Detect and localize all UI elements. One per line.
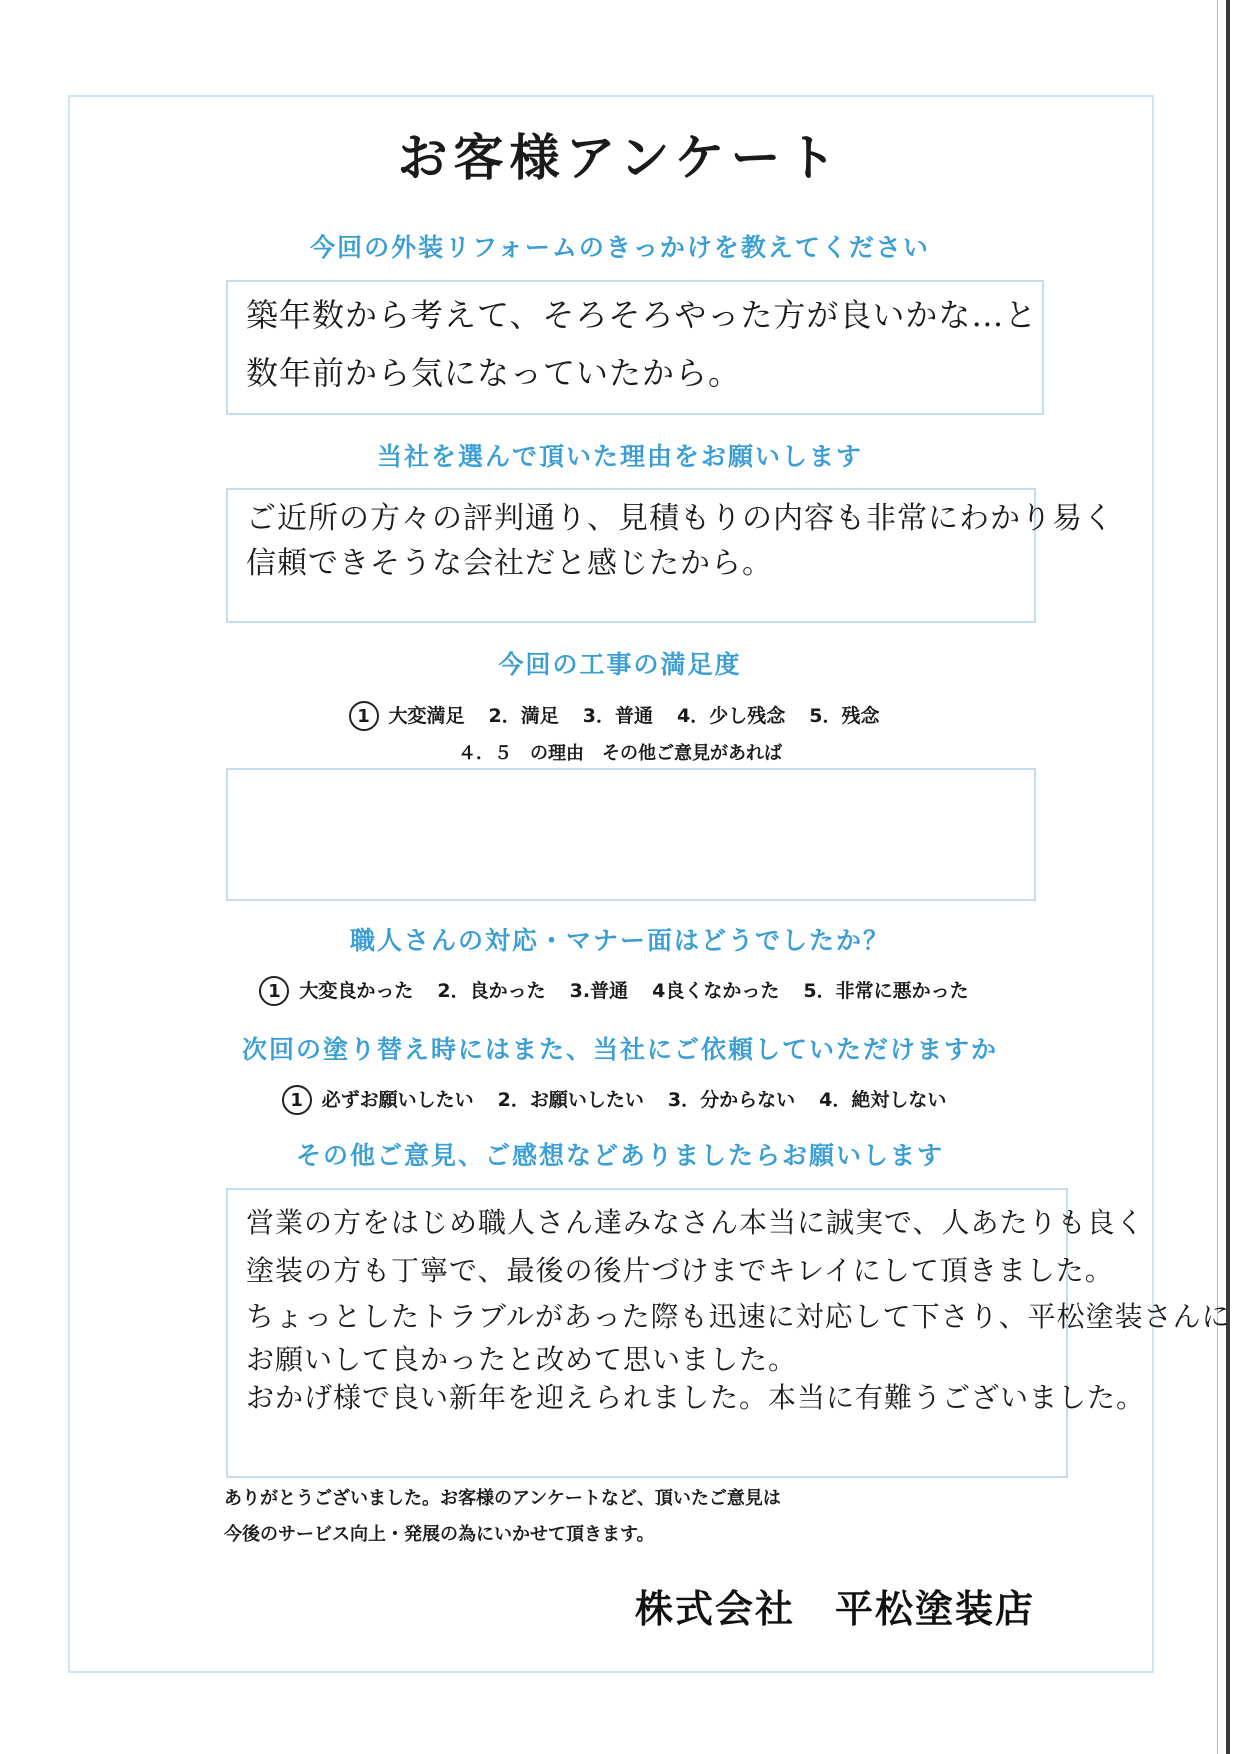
q6-answer-line-4: お願いして良かったと改めて思いました。 bbox=[246, 1343, 798, 1376]
q3-option-5: 5．残念 bbox=[809, 705, 880, 727]
q4-options bbox=[0, 976, 1240, 1006]
q3-option-1: 大変満足 bbox=[388, 705, 465, 727]
q5-option-2: 2．お願いしたい bbox=[497, 1089, 644, 1111]
q6-answer-line-5: おかげ様で良い新年を迎えられました。本当に有難うございました。 bbox=[246, 1381, 1146, 1414]
q1-answer-line-2: 数年前から気になっていたから。 bbox=[246, 354, 742, 392]
q2-heading: 当社を選んで頂いた理由をお願いします bbox=[376, 442, 863, 471]
q4-option-5: 5．非常に悪かった bbox=[803, 980, 969, 1002]
company-name: 株式会社 平松塗装店 bbox=[634, 1587, 1035, 1631]
q5-options bbox=[0, 1085, 1240, 1115]
q5-heading: 次回の塗り替え時にはまた、当社にご依頼していただけますか bbox=[241, 1035, 998, 1064]
q5-option-1: 必ずお願いしたい bbox=[321, 1089, 474, 1111]
q5-option-4: 4．絶対しない bbox=[819, 1089, 947, 1111]
q3-reason-box bbox=[226, 768, 1036, 901]
q4-option-2: 2．良かった bbox=[437, 980, 546, 1002]
selected-circle-mark: 1 bbox=[259, 976, 289, 1006]
q4-option-3: 3.普通 bbox=[569, 980, 629, 1002]
q4-option-1: 大変良かった bbox=[299, 980, 414, 1002]
q3-heading: 今回の工事の満足度 bbox=[498, 650, 742, 679]
footer-note-line-2: 今後のサービス向上・発展の為にいかせて頂きます。 bbox=[224, 1524, 655, 1545]
q6-answer-line-2: 塗装の方も丁寧で、最後の後片づけまでキレイにして頂きました。 bbox=[246, 1254, 1114, 1287]
q6-answer-line-1: 営業の方をはじめ職人さん達みなさん本当に誠実で、人あたりも良く bbox=[246, 1206, 1145, 1239]
q2-answer-line-1: ご近所の方々の評判通り、見積もりの内容も非常にわかり易く bbox=[246, 501, 1114, 536]
footer-note-line-1: ありがとうございました。お客様のアンケートなど、頂いたご意見は bbox=[224, 1488, 781, 1509]
q3-option-4: 4．少し残念 bbox=[677, 705, 786, 727]
q3-reason-label: ４．５ の理由 その他ご意見があれば bbox=[458, 743, 782, 764]
q3-options bbox=[0, 701, 1240, 731]
q1-heading: 今回の外装リフォームのきっかけを教えてください bbox=[310, 233, 930, 262]
q3-option-2: 2．満足 bbox=[488, 705, 559, 727]
q1-answer-line-1: 築年数から考えて、そろそろやった方が良いかな…と bbox=[246, 296, 1038, 334]
selected-circle-mark: 1 bbox=[282, 1085, 312, 1115]
q6-answer-line-3: ちょっとしたトラブルがあった際も迅速に対応して下さり、平松塗装さんに bbox=[246, 1300, 1231, 1333]
q5-option-3: 3．分からない bbox=[667, 1089, 796, 1111]
selected-circle-mark: 1 bbox=[349, 701, 379, 731]
q4-heading: 職人さんの対応・マナー面はどうでしたか？ bbox=[349, 926, 890, 955]
q6-heading: その他ご意見、ご感想などありましたらお願いします bbox=[295, 1141, 944, 1170]
page-title: お客様アンケート bbox=[397, 128, 843, 187]
q2-answer-line-2: 信頼できそうな会社だと感じたから。 bbox=[246, 546, 773, 581]
q4-option-4: 4良くなかった bbox=[652, 980, 780, 1002]
q3-option-3: 3．普通 bbox=[582, 705, 653, 727]
